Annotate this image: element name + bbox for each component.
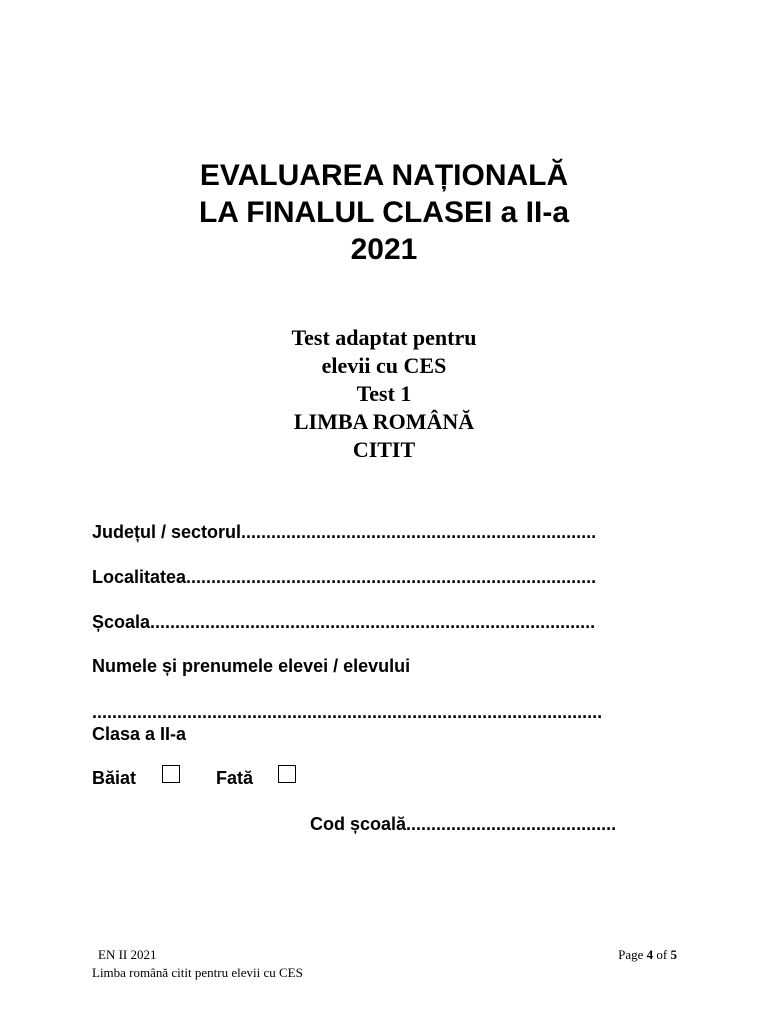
- test-info-skill: CITIT: [352, 437, 416, 462]
- boy-checkbox[interactable]: [162, 765, 180, 783]
- school-code-field[interactable]: Cod școală..........................................: [310, 814, 617, 834]
- test-info-line-2: elevii cu CES: [321, 353, 447, 378]
- test-info-line-1: Test adaptat pentru: [291, 325, 477, 350]
- title-line-2: LA FINALUL CLASEI a II-a: [198, 196, 570, 229]
- student-name-label: Numele și prenumele elevei / elevului: [92, 656, 411, 676]
- page-prefix: Page: [618, 947, 647, 962]
- title-line-1: EVALUAREA NAȚIONALĂ: [199, 159, 569, 192]
- school-field[interactable]: Școala.........................................................................................: [92, 612, 596, 632]
- page-middle: of: [653, 947, 671, 962]
- student-name-field[interactable]: ......................................................................................................: [92, 702, 603, 722]
- page-current: 4: [646, 947, 654, 962]
- test-info-line-3: Test 1: [356, 381, 412, 406]
- girl-checkbox[interactable]: [278, 765, 296, 783]
- page-total: 5: [670, 947, 677, 962]
- footer-subject: Limba română citit pentru elevii cu CES: [92, 965, 303, 980]
- locality-field[interactable]: Localitatea..................................................................................: [92, 567, 597, 587]
- footer-exam-code: EN II 2021: [98, 947, 157, 962]
- title-year: 2021: [350, 233, 418, 266]
- girl-label: Fată: [216, 768, 254, 788]
- test-info-subject: LIMBA ROMÂNĂ: [293, 409, 475, 434]
- boy-label: Băiat: [92, 768, 137, 788]
- county-field[interactable]: Județul / sectorul.......................................................................: [92, 522, 597, 542]
- page-number: [618, 947, 677, 963]
- class-label: Clasa a II-a: [92, 724, 187, 744]
